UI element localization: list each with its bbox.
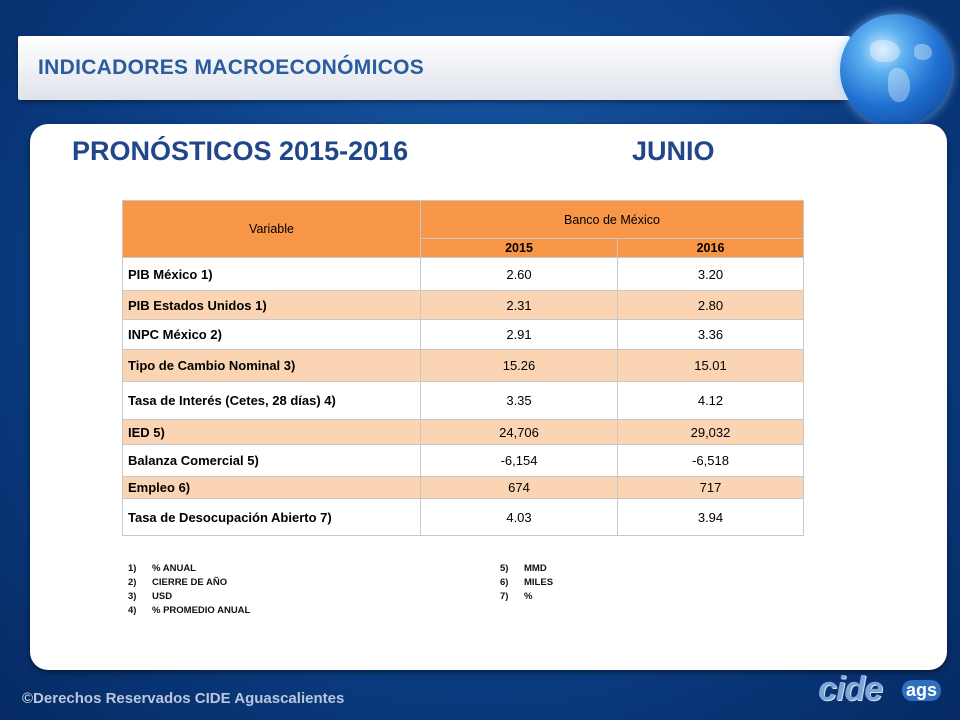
value-2016: 15.01 bbox=[618, 350, 804, 382]
title-banner bbox=[18, 36, 850, 100]
table-row bbox=[123, 258, 804, 291]
table-row bbox=[123, 499, 804, 536]
value-2016: 29,032 bbox=[618, 420, 804, 445]
forecast-table bbox=[122, 200, 804, 536]
value-2015: 2.91 bbox=[421, 320, 618, 350]
row-label: IED 5) bbox=[123, 420, 421, 445]
row-label: Tasa de Desocupación Abierto 7) bbox=[123, 499, 421, 536]
value-2016: 2.80 bbox=[618, 291, 804, 320]
value-2015: 15.26 bbox=[421, 350, 618, 382]
value-2015: 2.60 bbox=[421, 258, 618, 291]
note-item: 2) CIERRE DE AÑO bbox=[128, 577, 228, 588]
table-row bbox=[123, 320, 804, 350]
value-2015: 24,706 bbox=[421, 420, 618, 445]
column-header-variable: Variable bbox=[123, 201, 421, 258]
column-header-year: 2015 bbox=[421, 239, 618, 258]
table-row bbox=[123, 420, 804, 445]
row-label: INPC México 2) bbox=[123, 320, 421, 350]
copyright-text: ©Derechos Reservados CIDE Aguascalientes bbox=[22, 690, 345, 707]
table-row bbox=[123, 350, 804, 382]
column-header-year: 2016 bbox=[618, 239, 804, 258]
value-2015: -6,154 bbox=[421, 445, 618, 477]
page-title: PRONÓSTICOS 2015-2016 bbox=[72, 136, 409, 166]
row-label: Tasa de Interés (Cetes, 28 días) 4) bbox=[123, 382, 421, 420]
value-2015: 4.03 bbox=[421, 499, 618, 536]
cide-logo: cide ags bbox=[818, 670, 942, 716]
month-label: JUNIO bbox=[632, 136, 715, 166]
notes-right bbox=[500, 562, 553, 604]
table-row bbox=[123, 382, 804, 420]
note-item: 7) % bbox=[500, 591, 533, 602]
notes-left bbox=[128, 562, 250, 618]
value-2015: 674 bbox=[421, 477, 618, 499]
row-label: Balanza Comercial 5) bbox=[123, 445, 421, 477]
row-label: Tipo de Cambio Nominal 3) bbox=[123, 350, 421, 382]
table-row bbox=[123, 477, 804, 499]
note-item: 1) % ANUAL bbox=[128, 563, 196, 574]
value-2016: 3.20 bbox=[618, 258, 804, 291]
table-row bbox=[123, 445, 804, 477]
value-2016: 3.36 bbox=[618, 320, 804, 350]
value-2016: 4.12 bbox=[618, 382, 804, 420]
note-item: 5) MMD bbox=[500, 563, 547, 574]
column-header-group: Banco de México bbox=[421, 201, 804, 239]
row-label: Empleo 6) bbox=[123, 477, 421, 499]
note-item: 4) % PROMEDIO ANUAL bbox=[128, 605, 251, 616]
value-2016: 3.94 bbox=[618, 499, 804, 536]
value-2015: 3.35 bbox=[421, 382, 618, 420]
row-label: PIB Estados Unidos 1) bbox=[123, 291, 421, 320]
value-2016: -6,518 bbox=[618, 445, 804, 477]
table-row bbox=[123, 291, 804, 320]
value-2016: 717 bbox=[618, 477, 804, 499]
note-item: 3) USD bbox=[128, 591, 173, 602]
value-2015: 2.31 bbox=[421, 291, 618, 320]
banner-title: INDICADORES MACROECONÓMICOS bbox=[38, 56, 425, 79]
note-item: 6) MILES bbox=[500, 577, 554, 588]
row-label: PIB México 1) bbox=[123, 258, 421, 291]
globe-icon bbox=[840, 14, 952, 126]
